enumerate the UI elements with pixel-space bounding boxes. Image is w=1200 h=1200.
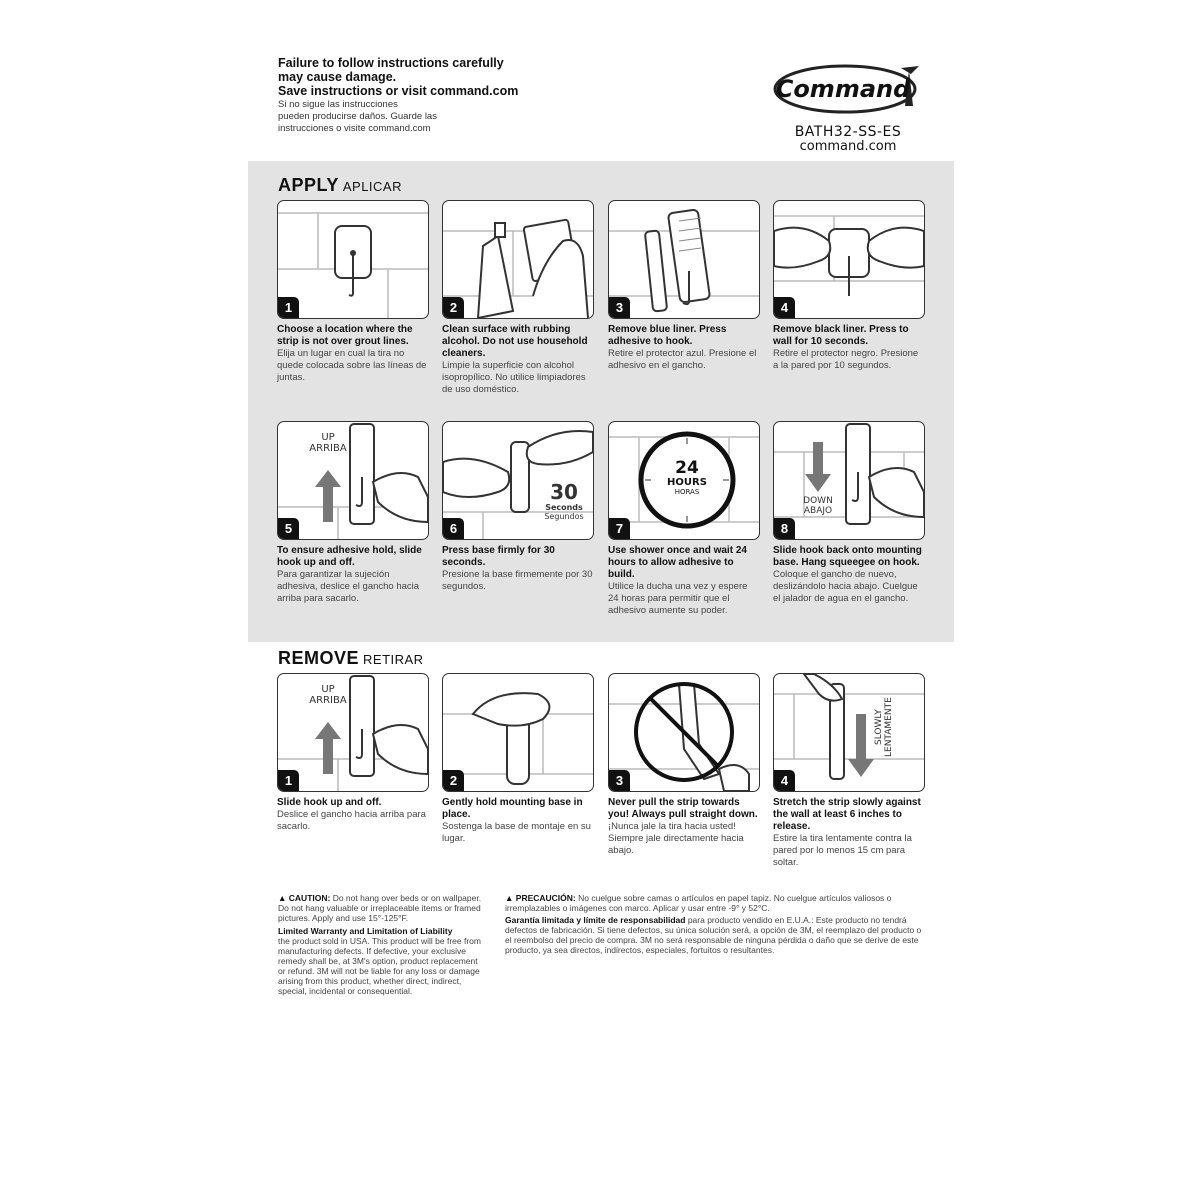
step-illustration: [277, 200, 429, 319]
step-number: 6: [443, 518, 464, 539]
up-label-es: ARRIBA: [309, 443, 347, 454]
hours-en: HOURS: [667, 477, 707, 488]
warning-en-line: may cause damage.: [278, 70, 397, 84]
precaucion-label: ▲ PRECAUCIÓN:: [505, 893, 576, 903]
slide-up-icon: [278, 674, 428, 791]
warning-es-line: Si no sigue las instrucciones: [278, 99, 398, 110]
step-number: 1: [278, 770, 299, 791]
apply-title-es: APLICAR: [342, 179, 402, 194]
step-caption-es: ¡Nunca jale la tira hacia usted! Siempre jale directamente hacia abajo.: [608, 821, 744, 856]
step-caption-es: Deslice el gancho hacia arriba para sacarlo.: [277, 809, 426, 832]
step-illustration: [277, 673, 429, 792]
warranty-text: the product sold in USA. This product will be free from manufacturing defects. If defective, your exclusive remedy shall be, at 3M's option, product replacement or refund. 3M will not be liable for any loss or damage arising from this product, whether direct, indirect, special, incidental or consequential.: [278, 936, 481, 996]
seconds-es: Segundos: [544, 512, 584, 521]
apply-step-1: [277, 200, 429, 384]
step-number: 2: [443, 297, 464, 318]
step-number: 4: [774, 770, 795, 791]
clean-surface-icon: [443, 201, 593, 318]
apply-step-2: [442, 200, 594, 396]
step-caption-es: Coloque el gancho de nuevo, deslizándolo hacia abajo. Cuelgue el jalador de agua en el gancho.: [773, 569, 918, 604]
step-caption-es: Elija un lugar en cual la tira no quede colocada sobre las líneas de juntas.: [277, 348, 427, 383]
step-illustration: [773, 673, 925, 792]
step-caption-es: Utilice la ducha una vez y espere 24 horas para permitir que el adhesivo aumente su poder.: [608, 581, 748, 616]
down-label-en: DOWN: [803, 496, 833, 506]
step-caption-en: Choose a location where the strip is not over grout lines.: [277, 324, 413, 347]
step-caption-en: Stretch the strip slowly against the wall at least 6 inches to release.: [773, 797, 921, 832]
apply-step-6: [442, 421, 594, 593]
remove-title-en: REMOVE: [278, 648, 360, 668]
apply-step-4: [773, 200, 925, 372]
remove-step-3: [608, 673, 760, 857]
step-caption-en: Remove blue liner. Press adhesive to hook.: [608, 324, 727, 347]
hook-on-tile-icon: [278, 201, 428, 318]
step-illustration: [277, 421, 429, 540]
step-caption-en: Use shower once and wait 24 hours to allow adhesive to build.: [608, 545, 747, 580]
step-caption-es: Limpie la superficie con alcohol isopropílico. No utilice limpiadores de uso doméstico.: [442, 360, 586, 395]
caution-block-es: [505, 893, 925, 955]
model-number: BATH32-SS-ES: [794, 124, 902, 140]
warning-en-line: Failure to follow instructions carefully: [278, 56, 504, 70]
step-number: 7: [609, 518, 630, 539]
seconds-number: 30: [550, 480, 578, 504]
caution-text: Do not hang over beds or on wallpaper. Do not hang valuable or irreplaceable items or framed pictures. Apply and use 15°-125°F.: [278, 893, 482, 923]
svg-text:Command: Command: [775, 75, 911, 103]
apply-step-3: [608, 200, 760, 372]
remove-title-es: RETIRAR: [363, 652, 424, 667]
step-number: 3: [609, 297, 630, 318]
hours-number: 24: [675, 458, 699, 478]
garantia-title: Garantía limitada y límite de responsabilidad: [505, 915, 686, 925]
step-illustration: [442, 421, 594, 540]
step-caption-es: Para garantizar la sujeción adhesiva, deslice el gancho hacia arriba para sacarlo.: [277, 569, 420, 604]
apply-step-5: [277, 421, 429, 605]
warranty-title: Limited Warranty and Limitation of Liability: [278, 926, 453, 936]
step-caption-en: Slide hook up and off.: [277, 797, 382, 808]
caution-block-en: [278, 893, 483, 996]
step-illustration: [442, 200, 594, 319]
slowly-label-en: SLOWLY: [874, 709, 884, 745]
slowly-label: [874, 682, 904, 772]
step-caption-en: Never pull the strip towards you! Always pull straight down.: [608, 797, 758, 820]
step-caption-en: Remove black liner. Press to wall for 10 seconds.: [773, 324, 909, 347]
down-label: [794, 496, 842, 516]
step-illustration: [608, 673, 760, 792]
website: command.com: [799, 139, 897, 154]
apply-step-8: [773, 421, 925, 605]
warning-block: [278, 56, 578, 134]
precaucion-text: No cuelgue sobre camas o artículos en papel tapiz. No cuelgue artículos valiosos o irremplazables o imágenes con marco. Aplicar y usar entre -9° y 52°C.: [505, 893, 892, 913]
step-illustration: [608, 200, 760, 319]
warning-es-line: pueden producirse daños. Guarde las: [278, 111, 437, 122]
apply-title-en: APPLY: [278, 175, 339, 195]
step-illustration: [773, 200, 925, 319]
up-label-es: ARRIBA: [309, 695, 347, 706]
remove-step-2: [442, 673, 594, 845]
hours-label: [657, 460, 717, 496]
step-illustration: [608, 421, 760, 540]
seconds-en: Seconds: [545, 503, 583, 512]
step-illustration: [442, 673, 594, 792]
hold-base-icon: [443, 674, 593, 791]
prohibited-pull-icon: [609, 674, 759, 791]
step-number: 1: [278, 297, 299, 318]
apply-title: [278, 175, 402, 196]
warning-en-line: Save instructions or visit command.com: [278, 84, 519, 98]
up-label-en: UP: [321, 684, 335, 695]
step-caption-en: Clean surface with rubbing alcohol. Do not use household cleaners.: [442, 324, 588, 359]
brand-block: [768, 62, 928, 154]
slide-down-icon: [774, 422, 924, 539]
step-caption-en: To ensure adhesive hold, slide hook up and off.: [277, 545, 422, 568]
step-number: 2: [443, 770, 464, 791]
apply-step-7: [608, 421, 760, 617]
step-number: 3: [609, 770, 630, 791]
step-caption-en: Slide hook back onto mounting base. Hang squeegee on hook.: [773, 545, 922, 568]
step-caption-en: Press base firmly for 30 seconds.: [442, 545, 555, 568]
up-label: [308, 432, 348, 454]
command-logo: [773, 62, 923, 114]
step-number: 5: [278, 518, 299, 539]
remove-step-1: [277, 673, 429, 833]
remove-step-4: [773, 673, 925, 869]
garantia-text: para producto vendido en E.U.A.: Este producto no tendrá defectos de fabricación. Si tiene defectos, su única solución será, a opción de 3M, el reemplazo del producto o el reembolso del precio de compra. 3M no será responsable de ninguna pérdida o daño que se derive de este producto, ya sea directos, indirectos, especiales, fortuitos o resultantes.: [505, 915, 922, 955]
caution-label: ▲ CAUTION:: [278, 893, 331, 903]
slide-up-icon: [278, 422, 428, 539]
step-illustration: [773, 421, 925, 540]
step-caption-es: Sostenga la base de montaje en su lugar.: [442, 821, 591, 844]
slowly-label-es: LENTAMENTE: [884, 697, 894, 757]
warning-es-line: instrucciones o visite command.com: [278, 123, 431, 134]
remove-title: [278, 648, 424, 669]
step-number: 8: [774, 518, 795, 539]
step-caption-es: Presione la base firmemente por 30 segundos.: [442, 569, 593, 592]
step-number: 4: [774, 297, 795, 318]
up-label-en: UP: [321, 432, 335, 443]
press-adhesive-icon: [609, 201, 759, 318]
up-label: [308, 684, 348, 706]
seconds-label: [539, 482, 589, 521]
down-label-es: ABAJO: [803, 506, 833, 516]
step-caption-es: Retire el protector azul. Presione el adhesivo en el gancho.: [608, 348, 757, 371]
press-to-wall-icon: [774, 201, 924, 318]
step-caption-en: Gently hold mounting base in place.: [442, 797, 583, 820]
step-caption-es: Estire la tira lentamente contra la pared por lo menos 15 cm para soltar.: [773, 833, 912, 868]
hours-es: HORAS: [674, 488, 700, 496]
step-caption-es: Retire el protector negro. Presione a la pared por 10 segundos.: [773, 348, 919, 371]
